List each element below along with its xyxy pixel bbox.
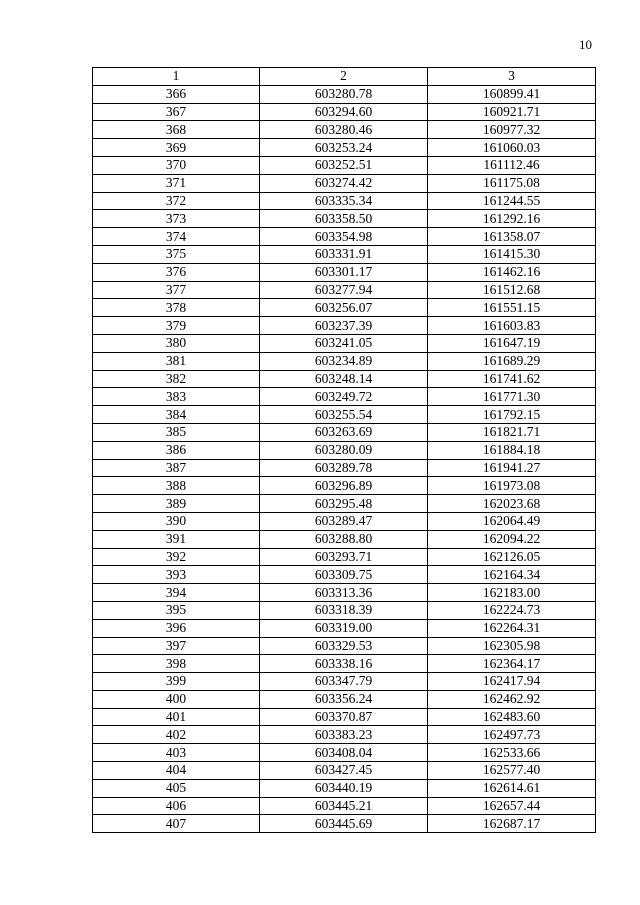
y-coordinate-cell: 161741.62: [428, 370, 596, 388]
y-coordinate-cell: 161941.27: [428, 459, 596, 477]
y-coordinate-cell: 162533.66: [428, 744, 596, 762]
x-coordinate-cell: 603370.87: [260, 708, 428, 726]
point-number-cell: 386: [93, 441, 260, 459]
x-coordinate-cell: 603335.34: [260, 192, 428, 210]
x-coordinate-cell: 603253.24: [260, 139, 428, 157]
y-coordinate-cell: 162264.31: [428, 619, 596, 637]
y-coordinate-cell: 161292.16: [428, 210, 596, 228]
table-row: [93, 103, 596, 121]
y-coordinate-cell: 161771.30: [428, 388, 596, 406]
point-number-cell: 389: [93, 495, 260, 513]
point-number-cell: 404: [93, 762, 260, 780]
y-coordinate-cell: 161512.68: [428, 281, 596, 299]
y-coordinate-cell: 162305.98: [428, 637, 596, 655]
point-number-cell: 394: [93, 584, 260, 602]
table-row: [93, 174, 596, 192]
x-coordinate-cell: 603252.51: [260, 156, 428, 174]
table-row: [93, 708, 596, 726]
point-number-cell: 387: [93, 459, 260, 477]
table-row: [93, 156, 596, 174]
point-number-cell: 368: [93, 121, 260, 139]
table-row: [93, 655, 596, 673]
point-number-cell: 376: [93, 263, 260, 281]
x-coordinate-cell: 603248.14: [260, 370, 428, 388]
x-coordinate-cell: 603338.16: [260, 655, 428, 673]
y-coordinate-cell: 161415.30: [428, 245, 596, 263]
point-number-cell: 398: [93, 655, 260, 673]
point-number-cell: 393: [93, 566, 260, 584]
x-coordinate-cell: 603301.17: [260, 263, 428, 281]
table-row: [93, 352, 596, 370]
x-coordinate-cell: 603427.45: [260, 762, 428, 780]
x-coordinate-cell: 603295.48: [260, 495, 428, 513]
x-coordinate-cell: 603288.80: [260, 530, 428, 548]
y-coordinate-cell: 162614.61: [428, 779, 596, 797]
table-row: [93, 797, 596, 815]
point-number-cell: 385: [93, 423, 260, 441]
y-coordinate-cell: 162224.73: [428, 601, 596, 619]
y-coordinate-cell: 160899.41: [428, 85, 596, 103]
x-coordinate-cell: 603277.94: [260, 281, 428, 299]
table-row: [93, 192, 596, 210]
y-coordinate-cell: 162687.17: [428, 815, 596, 833]
y-coordinate-cell: 161244.55: [428, 192, 596, 210]
table-body: [93, 85, 596, 832]
x-coordinate-cell: 603313.36: [260, 584, 428, 602]
point-number-cell: 367: [93, 103, 260, 121]
x-coordinate-cell: 603280.09: [260, 441, 428, 459]
x-coordinate-cell: 603296.89: [260, 477, 428, 495]
point-number-cell: 397: [93, 637, 260, 655]
x-coordinate-cell: 603319.00: [260, 619, 428, 637]
table-row: [93, 512, 596, 530]
point-number-cell: 378: [93, 299, 260, 317]
x-coordinate-cell: 603383.23: [260, 726, 428, 744]
x-coordinate-cell: 603318.39: [260, 601, 428, 619]
table-row: [93, 121, 596, 139]
table-row: [93, 584, 596, 602]
y-coordinate-cell: 161175.08: [428, 174, 596, 192]
point-number-cell: 377: [93, 281, 260, 299]
y-coordinate-cell: 162577.40: [428, 762, 596, 780]
x-coordinate-cell: 603256.07: [260, 299, 428, 317]
table-row: [93, 85, 596, 103]
y-coordinate-cell: 162497.73: [428, 726, 596, 744]
point-number-cell: 372: [93, 192, 260, 210]
point-number-cell: 379: [93, 317, 260, 335]
point-number-cell: 407: [93, 815, 260, 833]
point-number-cell: 391: [93, 530, 260, 548]
table-header-row: [93, 68, 596, 86]
table-row: [93, 281, 596, 299]
y-coordinate-cell: 161884.18: [428, 441, 596, 459]
table-row: [93, 245, 596, 263]
y-coordinate-cell: 161551.15: [428, 299, 596, 317]
point-number-cell: 400: [93, 690, 260, 708]
point-number-cell: 384: [93, 406, 260, 424]
point-number-cell: 375: [93, 245, 260, 263]
x-coordinate-cell: 603329.53: [260, 637, 428, 655]
x-coordinate-cell: 603241.05: [260, 334, 428, 352]
y-coordinate-cell: 161603.83: [428, 317, 596, 335]
x-coordinate-cell: 603280.78: [260, 85, 428, 103]
x-coordinate-cell: 603445.21: [260, 797, 428, 815]
table-row: [93, 673, 596, 691]
table-row: [93, 744, 596, 762]
table-row: [93, 441, 596, 459]
point-number-cell: 405: [93, 779, 260, 797]
x-coordinate-cell: 603356.24: [260, 690, 428, 708]
x-coordinate-cell: 603263.69: [260, 423, 428, 441]
table-row: [93, 530, 596, 548]
y-coordinate-cell: 162364.17: [428, 655, 596, 673]
column-header-3: 3: [428, 68, 596, 86]
table-row: [93, 726, 596, 744]
point-number-cell: 382: [93, 370, 260, 388]
x-coordinate-cell: 603249.72: [260, 388, 428, 406]
y-coordinate-cell: 162126.05: [428, 548, 596, 566]
y-coordinate-cell: 161112.46: [428, 156, 596, 174]
x-coordinate-cell: 603445.69: [260, 815, 428, 833]
column-header-1: 1: [93, 68, 260, 86]
table-row: [93, 619, 596, 637]
x-coordinate-cell: 603358.50: [260, 210, 428, 228]
point-number-cell: 399: [93, 673, 260, 691]
y-coordinate-cell: 162023.68: [428, 495, 596, 513]
x-coordinate-cell: 603237.39: [260, 317, 428, 335]
table-row: [93, 317, 596, 335]
x-coordinate-cell: 603440.19: [260, 779, 428, 797]
x-coordinate-cell: 603408.04: [260, 744, 428, 762]
point-number-cell: 370: [93, 156, 260, 174]
y-coordinate-cell: 161821.71: [428, 423, 596, 441]
point-number-cell: 390: [93, 512, 260, 530]
x-coordinate-cell: 603293.71: [260, 548, 428, 566]
x-coordinate-cell: 603274.42: [260, 174, 428, 192]
table-row: [93, 334, 596, 352]
x-coordinate-cell: 603255.54: [260, 406, 428, 424]
point-number-cell: 395: [93, 601, 260, 619]
x-coordinate-cell: 603289.47: [260, 512, 428, 530]
y-coordinate-cell: 160921.71: [428, 103, 596, 121]
table-row: [93, 815, 596, 833]
coordinates-table: [92, 67, 596, 833]
table-row: [93, 459, 596, 477]
x-coordinate-cell: 603289.78: [260, 459, 428, 477]
x-coordinate-cell: 603234.89: [260, 352, 428, 370]
point-number-cell: 366: [93, 85, 260, 103]
point-number-cell: 381: [93, 352, 260, 370]
table-row: [93, 299, 596, 317]
point-number-cell: 383: [93, 388, 260, 406]
y-coordinate-cell: 162064.49: [428, 512, 596, 530]
point-number-cell: 396: [93, 619, 260, 637]
x-coordinate-cell: 603331.91: [260, 245, 428, 263]
point-number-cell: 406: [93, 797, 260, 815]
column-header-2: 2: [260, 68, 428, 86]
point-number-cell: 371: [93, 174, 260, 192]
y-coordinate-cell: 162094.22: [428, 530, 596, 548]
x-coordinate-cell: 603309.75: [260, 566, 428, 584]
x-coordinate-cell: 603354.98: [260, 228, 428, 246]
y-coordinate-cell: 161973.08: [428, 477, 596, 495]
table-row: [93, 762, 596, 780]
y-coordinate-cell: 161647.19: [428, 334, 596, 352]
y-coordinate-cell: 162183.00: [428, 584, 596, 602]
x-coordinate-cell: 603294.60: [260, 103, 428, 121]
y-coordinate-cell: 161462.16: [428, 263, 596, 281]
table-row: [93, 423, 596, 441]
table-row: [93, 690, 596, 708]
page-number: 10: [579, 37, 592, 52]
table-row: [93, 566, 596, 584]
table-row: [93, 477, 596, 495]
x-coordinate-cell: 603347.79: [260, 673, 428, 691]
table-row: [93, 779, 596, 797]
table-row: [93, 210, 596, 228]
table-row: [93, 601, 596, 619]
x-coordinate-cell: 603280.46: [260, 121, 428, 139]
table-row: [93, 388, 596, 406]
y-coordinate-cell: 162483.60: [428, 708, 596, 726]
y-coordinate-cell: 161792.15: [428, 406, 596, 424]
y-coordinate-cell: 161060.03: [428, 139, 596, 157]
table-row: [93, 139, 596, 157]
point-number-cell: 403: [93, 744, 260, 762]
table-row: [93, 406, 596, 424]
table-row: [93, 637, 596, 655]
point-number-cell: 388: [93, 477, 260, 495]
y-coordinate-cell: 162417.94: [428, 673, 596, 691]
y-coordinate-cell: 162657.44: [428, 797, 596, 815]
point-number-cell: 401: [93, 708, 260, 726]
y-coordinate-cell: 162462.92: [428, 690, 596, 708]
y-coordinate-cell: 161358.07: [428, 228, 596, 246]
point-number-cell: 402: [93, 726, 260, 744]
point-number-cell: 392: [93, 548, 260, 566]
y-coordinate-cell: 162164.34: [428, 566, 596, 584]
point-number-cell: 369: [93, 139, 260, 157]
table-row: [93, 548, 596, 566]
table-row: [93, 228, 596, 246]
table-row: [93, 370, 596, 388]
table-row: [93, 495, 596, 513]
point-number-cell: 380: [93, 334, 260, 352]
y-coordinate-cell: 161689.29: [428, 352, 596, 370]
table-row: [93, 263, 596, 281]
point-number-cell: 373: [93, 210, 260, 228]
point-number-cell: 374: [93, 228, 260, 246]
y-coordinate-cell: 160977.32: [428, 121, 596, 139]
